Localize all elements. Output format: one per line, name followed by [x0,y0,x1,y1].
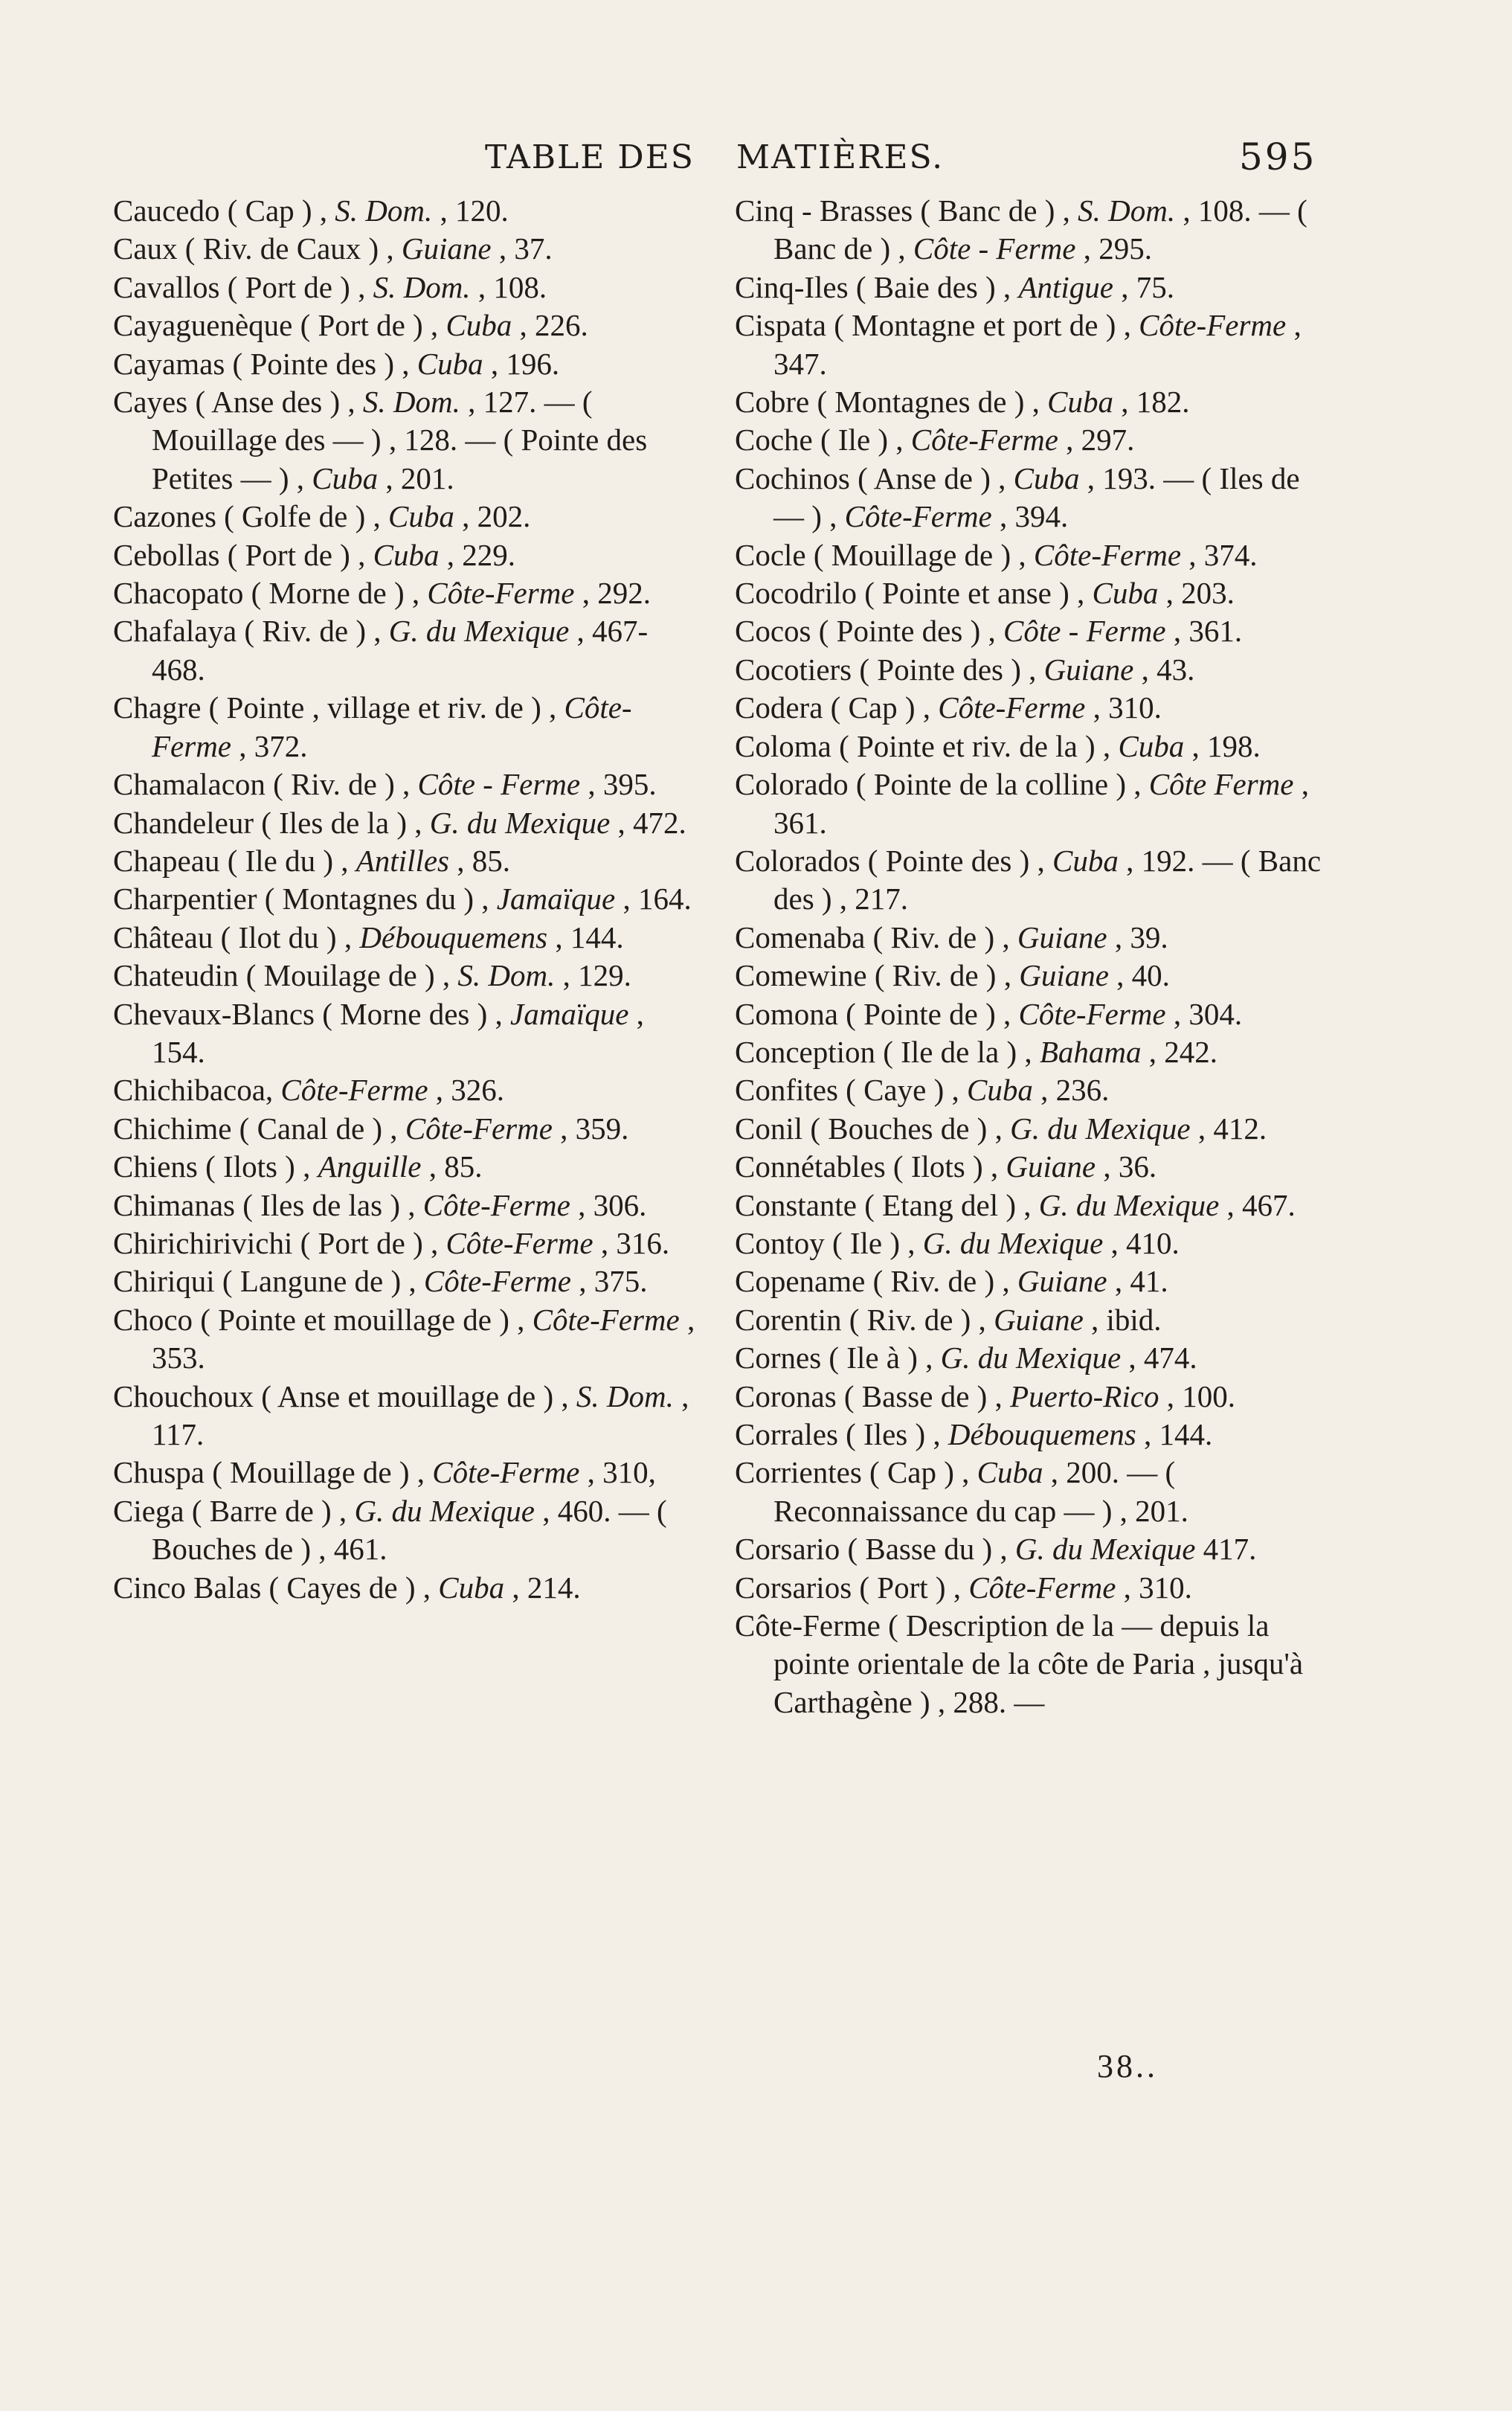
entry-text: , 316. [593,1225,670,1260]
index-entry [735,1416,1322,1454]
entry-text: , 164. [615,882,692,916]
entry-text: , 306. [570,1187,647,1222]
entry-text: Conil ( Bouches de ) , [735,1111,1011,1146]
entry-text: , 412. [1190,1111,1267,1146]
entry-text: Colorado ( Pointe de la colline ) , [735,767,1149,802]
entry-text: , 202. [454,499,531,534]
index-entry [113,919,701,957]
page-number: 595 [1239,135,1317,179]
index-entry [113,574,701,612]
index-entry [113,1110,701,1148]
entry-text: , 374. [1181,537,1258,572]
entry-text: Corrientes ( Cap ) , [735,1455,977,1490]
index-entry [735,1569,1322,1607]
entry-text: Conception ( Ile de la ) , [735,1034,1040,1069]
entry-text: Chichime ( Canal de ) , [113,1111,405,1146]
header-title-left: TABLE DES [485,138,695,176]
entry-region: G. du Mexique [1010,1111,1191,1146]
entry-text: , 196. [483,346,560,381]
index-entry [735,306,1322,383]
index-entry [735,995,1322,1033]
entry-region: Bahama [1039,1034,1142,1069]
entry-text: 417. [1195,1532,1257,1567]
entry-text: , 43. [1133,652,1195,687]
index-entry [735,383,1322,421]
entry-text: , 474. [1121,1341,1197,1375]
entry-text: , 394. [991,499,1069,534]
entry-text: Caucedo ( Cap ) , [113,193,335,228]
index-entry [735,421,1322,459]
entry-text: , 410. [1103,1225,1180,1260]
entry-text: , 198. [1184,728,1261,763]
index-entry [735,460,1322,536]
entry-region: Cuba [445,308,512,343]
index-entry [113,192,701,230]
entry-text: , 154. [152,996,644,1069]
entry-text: , 361. [1165,614,1243,649]
entry-region: S. Dom. [576,1378,674,1413]
entry-text: Château ( Ilot du ) , [113,919,360,954]
index-entry [113,1187,701,1224]
entry-region: S. Dom. [457,958,556,993]
entry-region: Guiane [1017,1264,1107,1299]
entry-text: , 242. [1141,1034,1218,1069]
entry-text: Corsarios ( Port ) , [735,1570,969,1605]
entry-text: Comona ( Pointe de ) , [735,996,1019,1031]
index-entry [113,1301,701,1378]
entry-text: , 41. [1107,1264,1168,1299]
entry-text: Chandeleur ( Iles de la ) , [113,805,430,840]
index-entry [113,269,701,306]
index-entry [735,1033,1322,1071]
entry-text: , 467. [1219,1187,1296,1222]
entry-text: Chirichirivichi ( Port de ) , [113,1225,446,1260]
entry-text: Contoy ( Ile ) , [735,1225,923,1260]
entry-text: Cayaguenèque ( Port de ) , [113,308,446,343]
entry-region: G. du Mexique [1014,1532,1196,1567]
entry-text: , 304. [1165,996,1243,1031]
index-entry [113,612,701,689]
index-entry [113,995,701,1072]
running-header [0,135,1512,190]
index-entry [113,498,701,536]
index-entry [113,1224,701,1262]
entry-region: Côte-Ferme [405,1111,553,1146]
index-entry [113,230,701,268]
entry-text: , 372. [231,728,308,763]
entry-region: Côte - Ferme [417,767,581,802]
entry-text: Coche ( Ile ) , [735,423,911,458]
index-entry [735,536,1322,574]
entry-region: Anguille [318,1149,422,1184]
index-entry [113,1569,701,1607]
entry-region: Guiane [1017,919,1107,954]
entry-text: , 117. [152,1378,689,1451]
entry-text: , 192. — ( Banc des ) , 217. [773,843,1322,916]
entry-region: Cuba [977,1455,1043,1490]
entry-text: Codera ( Cap ) , [735,690,939,725]
entry-text: , 226. [512,308,588,343]
index-entry [735,269,1322,306]
entry-text: Cocos ( Pointe des ) , [735,614,1003,649]
index-entry [735,1224,1322,1262]
index-entry [113,383,701,498]
entry-text: , 295. [1075,231,1152,266]
entry-region: Côte-Ferme [910,423,1058,458]
entry-region: Débouquemens [359,919,548,954]
entry-text: Chacopato ( Morne de ) , [113,576,428,611]
entry-region: Côte-Ferme [1139,308,1287,343]
entry-text: Côte-Ferme ( Description de la — depuis la pointe orientale de la côte de Paria , jusqu'à Carthagène ) , 288. — [735,1608,1304,1719]
entry-region: Puerto-Rico [1010,1378,1159,1413]
entry-text: , 359. [552,1111,629,1146]
entry-region: G. du Mexique [354,1493,535,1528]
entry-text: Comenaba ( Riv. de ) , [735,919,1017,954]
index-entry [735,1301,1322,1339]
index-entry [113,306,701,344]
entry-text: Cocotiers ( Pointe des ) , [735,652,1044,687]
entry-region: Cuba [966,1073,1033,1108]
index-entry [735,1110,1322,1148]
entry-region: Côte-Ferme [445,1225,593,1260]
entry-text: Chimanas ( Iles de las ) , [113,1187,423,1222]
entry-text: Constante ( Etang del ) , [735,1187,1039,1222]
entry-text: Cornes ( Ile à ) , [735,1341,941,1375]
entry-region: G. du Mexique [940,1341,1122,1375]
index-entry [113,1071,701,1109]
entry-text: Chapeau ( Ile du ) , [113,843,356,878]
entry-text: , 467-468. [152,614,649,687]
entry-text: , 100. [1159,1378,1235,1413]
entry-text: , 120. [432,193,509,228]
index-entry [735,1148,1322,1186]
entry-text: Coloma ( Pointe et riv. de la ) , [735,728,1119,763]
index-entry [113,1378,701,1454]
entry-text: Cinq-Iles ( Baie des ) , [735,269,1019,304]
entry-region: Côte-Ferme [422,1187,570,1222]
entry-text: , 375. [570,1264,648,1299]
entry-text: Choco ( Pointe et mouillage de ) , [113,1302,533,1337]
entry-region: Guiane [994,1302,1084,1337]
index-column-right [735,192,1322,1721]
entry-text: , 182. [1113,385,1190,420]
entry-text: Cocodrilo ( Pointe et anse ) , [735,576,1093,611]
entry-text: Corentin ( Riv. de ) , [735,1302,994,1337]
entry-region: Guiane [1006,1149,1096,1184]
entry-text: Chateudin ( Mouilage de ) , [113,958,458,993]
entry-region: Côte-Ferme [1033,537,1182,572]
entry-text: , 85. [421,1149,483,1184]
index-entry [735,957,1322,995]
entry-text: , 310, [579,1455,656,1490]
index-entry [735,689,1322,727]
entry-text: Cazones ( Golfe de ) , [113,499,389,534]
index-entry [735,574,1322,612]
entry-region: Côte-Ferme [423,1264,571,1299]
entry-region: Cuba [1047,385,1114,420]
entry-region: Antilles [356,843,450,878]
index-entry [113,765,701,803]
entry-text: , 310. [1085,690,1162,725]
entry-region: Cuba [438,1570,505,1605]
entry-text: , 460. — ( Bouches de ) , 461. [152,1493,667,1567]
entry-text: , 39. [1107,919,1168,954]
index-entry [735,192,1322,269]
index-entry [735,842,1322,919]
entry-text: Cavallos ( Port de ) , [113,269,373,304]
index-entry [113,345,701,383]
index-entry [735,1071,1322,1109]
header-title-right: MATIÈRES. [736,138,945,176]
entry-region: Cuba [388,499,454,534]
entry-text: , 395. [580,767,657,802]
entry-region: Débouquemens [948,1417,1136,1451]
entry-region: G. du Mexique [922,1225,1104,1260]
entry-text: , 85. [449,843,511,878]
entry-text: Ciega ( Barre de ) , [113,1493,355,1528]
index-entry [735,1262,1322,1300]
entry-text: Copename ( Riv. de ) , [735,1264,1017,1299]
printer-signature: 38.. [1097,2048,1158,2084]
entry-text: Cobre ( Montagnes de ) , [735,385,1048,420]
entry-region: Guiane [1043,652,1134,687]
entry-region: Jamaïque [510,996,629,1031]
entry-text: , 127. — ( Mouillage des — ) , 128. — ( Pointe des Petites — ) , [152,385,648,495]
entry-text: , 361. [773,767,1309,840]
index-entry [735,765,1322,842]
entry-text: , 347. [773,308,1302,381]
entry-region: Cuba [1013,460,1080,495]
index-entry [113,804,701,842]
index-entry [113,880,701,918]
entry-region: Côte-Ferme [280,1073,428,1108]
entry-region: Cuba [416,346,483,381]
entry-text: , 37. [491,231,553,266]
entry-text: Chafalaya ( Riv. de ) , [113,614,389,649]
entry-region: Côte-Ferme [938,690,1086,725]
index-entry [735,1339,1322,1377]
index-entry [735,1454,1322,1530]
index-entry [735,919,1322,957]
entry-region: G. du Mexique [388,614,570,649]
entry-region: Guiane [1019,958,1109,993]
entry-text: Cayamas ( Pointe des ) , [113,346,417,381]
entry-region: Côte-Ferme [427,576,575,611]
entry-text: , 472. [610,805,686,840]
index-entry [113,842,701,880]
index-entry [735,728,1322,765]
index-entry [735,1530,1322,1568]
entry-region: Côte Ferme [1148,767,1294,802]
entry-region: Côte-Ferme [968,1570,1116,1605]
entry-region: Cuba [312,460,379,495]
index-entry [735,612,1322,650]
entry-text: Cocle ( Mouillage de ) , [735,537,1034,572]
entry-text: , 40. [1108,958,1170,993]
entry-region: Antigue [1018,269,1113,304]
index-entry [113,1262,701,1300]
entry-text: , ibid. [1083,1302,1162,1337]
entry-text: , 310. [1116,1570,1192,1605]
entry-text: Chevaux-Blancs ( Morne des ) , [113,996,511,1031]
entry-text: , 108. [470,269,547,304]
entry-text: Chiens ( Ilots ) , [113,1149,318,1184]
entry-text: , 214. [504,1570,581,1605]
entry-text: Cispata ( Montagne et port de ) , [735,308,1139,343]
entry-text: Colorados ( Pointe des ) , [735,843,1053,878]
entry-text: Cinco Balas ( Cayes de ) , [113,1570,439,1605]
entry-text: Chichibacoa, [113,1073,281,1108]
entry-text: , 36. [1096,1149,1157,1184]
entry-region: Cuba [1092,576,1159,611]
entry-text: , 193. — ( Iles de — ) , [773,460,1300,534]
entry-text: Coronas ( Basse de ) , [735,1378,1011,1413]
index-entry [113,536,701,574]
entry-text: , 353. [152,1302,695,1375]
index-column-left [113,192,701,1607]
entry-text: , 326. [428,1073,505,1108]
entry-region: Côte-Ferme [432,1455,580,1490]
entry-region: Cuba [1118,728,1185,763]
entry-text: , 75. [1113,269,1174,304]
index-entry [113,1492,701,1569]
entry-region: S. Dom. [335,193,433,228]
entry-text: Chuspa ( Mouillage de ) , [113,1455,433,1490]
entry-region: S. Dom. [373,269,471,304]
entry-text: , 292. [574,576,651,611]
index-entry [113,957,701,995]
entry-text: , 200. — ( Reconnaissance du cap — ) , 201. [773,1455,1188,1528]
entry-text: Chouchoux ( Anse et mouillage de ) , [113,1378,576,1413]
entry-text: , 297. [1058,423,1135,458]
entry-region: Côte-Ferme [1018,996,1166,1031]
entry-text: Cinq - Brasses ( Banc de ) , [735,193,1078,228]
entry-text: Confites ( Caye ) , [735,1073,967,1108]
entry-text: , 229. [439,537,515,572]
entry-text: Chagre ( Pointe , village et riv. de ) , [113,690,564,725]
entry-text: Connétables ( Ilots ) , [735,1149,1006,1184]
entry-text: , 144. [1136,1417,1213,1451]
index-entry [735,1607,1322,1721]
entry-text: , 201. [378,460,454,495]
index-entry [113,689,701,765]
index-entry [113,1148,701,1186]
entry-text: Cebollas ( Port de ) , [113,537,373,572]
entry-text: , 129. [555,958,631,993]
entry-text: Corrales ( Iles ) , [735,1417,948,1451]
entry-region: S. Dom. [362,385,460,420]
entry-region: Côte-Ferme [844,499,992,534]
entry-text: , 203. [1158,576,1235,611]
entry-text: , 144. [547,919,624,954]
entry-text: Chiriqui ( Langune de ) , [113,1264,424,1299]
entry-text: , 108. — ( Banc de ) , [773,193,1307,266]
entry-region: Cuba [373,537,440,572]
index-entry [735,651,1322,689]
entry-text: Corsario ( Basse du ) , [735,1532,1015,1567]
entry-region: Côte - Ferme [1003,614,1166,649]
index-entry [735,1378,1322,1416]
entry-text: Charpentier ( Montagnes du ) , [113,882,497,916]
entry-text: , 236. [1032,1073,1110,1108]
entry-region: Côte-Ferme [532,1302,680,1337]
entry-text: Caux ( Riv. de Caux ) , [113,231,402,266]
entry-region: Guiane [401,231,492,266]
entry-region: Jamaïque [496,882,616,916]
entry-region: Côte-Ferme [152,690,632,763]
entry-region: G. du Mexique [1038,1187,1220,1222]
entry-region: Cuba [1052,843,1119,878]
entry-region: G. du Mexique [429,805,611,840]
entry-region: Côte - Ferme [913,231,1076,266]
index-entry [113,1454,701,1492]
entry-text: Comewine ( Riv. de ) , [735,958,1020,993]
entry-text: Chamalacon ( Riv. de ) , [113,767,418,802]
index-entry [735,1187,1322,1224]
entry-region: S. Dom. [1078,193,1176,228]
entry-text: Cochinos ( Anse de ) , [735,460,1014,495]
entry-text: Cayes ( Anse des ) , [113,385,363,420]
